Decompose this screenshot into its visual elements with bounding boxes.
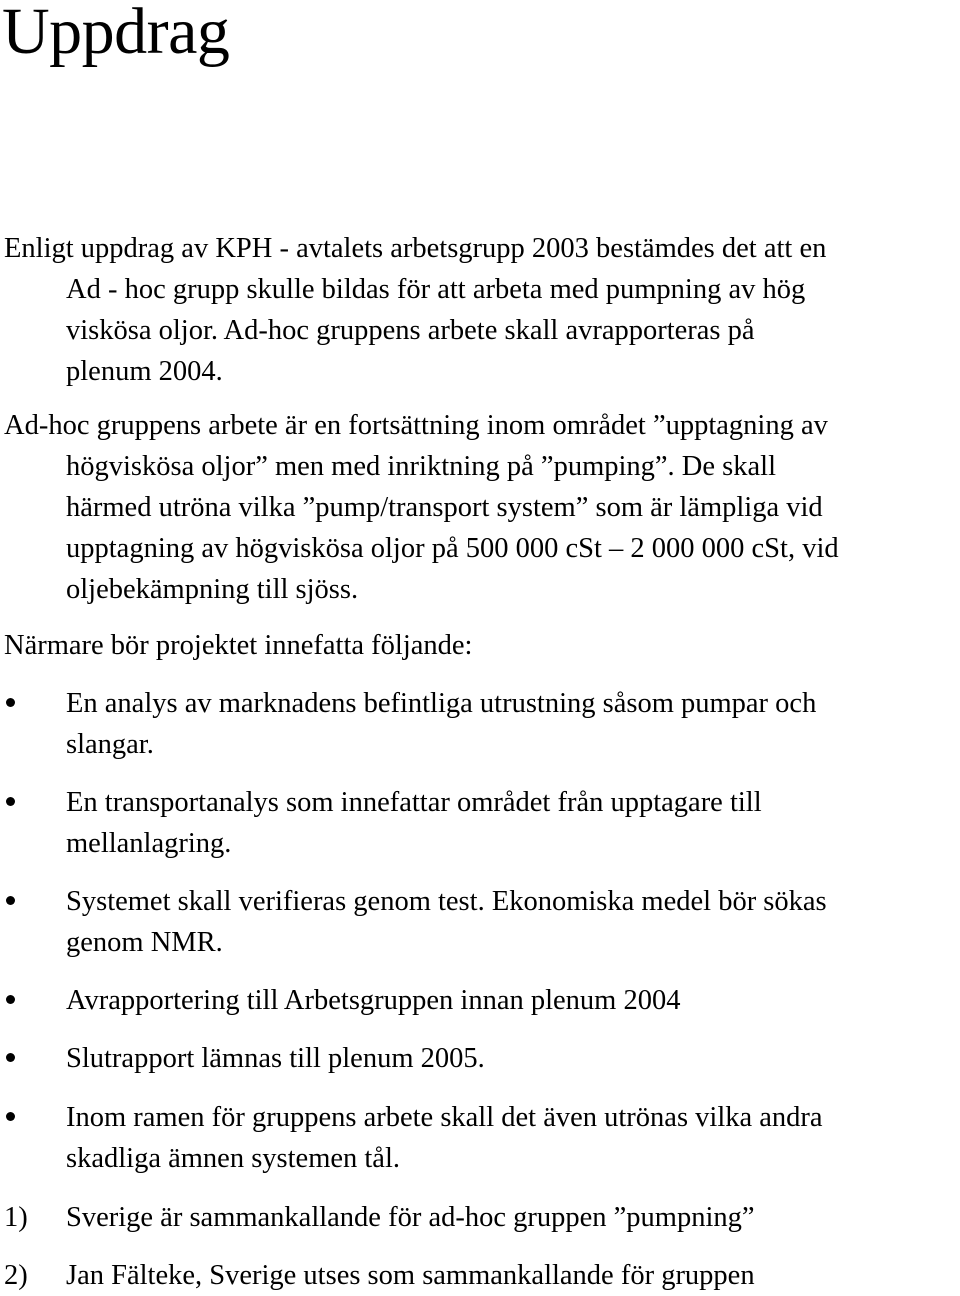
bullet-icon xyxy=(6,995,15,1004)
item-number: 2) xyxy=(4,1260,28,1291)
bullet-icon xyxy=(6,797,15,806)
bullet-item xyxy=(4,683,960,765)
bullet-line: genom NMR. xyxy=(66,927,223,958)
paragraph-line: högviskösa oljor” men med inriktning på ”pumping”. De skall xyxy=(66,451,776,482)
bullet-text xyxy=(4,1097,960,1179)
paragraph-line: Enligt uppdrag av KPH - avtalets arbetsgrupp 2003 bestämdes det att en xyxy=(4,233,827,264)
bullet-item xyxy=(4,881,960,963)
bullet-item xyxy=(4,1038,960,1079)
bullet-line: Slutrapport lämnas till plenum 2005. xyxy=(66,1043,485,1074)
bullet-text xyxy=(4,1038,960,1079)
bullet-line: Systemet skall verifieras genom test. Ekonomiska medel bör sökas xyxy=(66,886,827,917)
bullet-line: En transportanalys som innefattar området från upptagare till xyxy=(66,787,762,818)
bullet-line: Avrapportering till Arbetsgruppen innan plenum 2004 xyxy=(66,985,681,1016)
bullet-text xyxy=(4,980,960,1021)
paragraph-line: Ad-hoc gruppens arbete är en fortsättning inom området ”upptagning av xyxy=(4,410,828,441)
bullet-text xyxy=(4,881,960,963)
numbered-text xyxy=(4,1255,960,1296)
paragraph-line: Ad - hoc grupp skulle bildas för att arbeta med pumpning av hög xyxy=(66,274,806,305)
bullet-line: En analys av marknadens befintliga utrustning såsom pumpar och xyxy=(66,688,817,719)
bullet-icon xyxy=(6,698,15,707)
scope-paragraph xyxy=(4,405,960,610)
paragraph-line: upptagning av högviskösa oljor på 500 000 cSt – 2 000 000 cSt, vid xyxy=(66,533,839,564)
intro-paragraph xyxy=(4,228,960,392)
item-number: 1) xyxy=(4,1202,28,1233)
paragraph-line: plenum 2004. xyxy=(66,356,223,387)
bullet-item xyxy=(4,980,960,1021)
paragraph-line: härmed utröna vilka ”pump/transport system” som är lämpliga vid xyxy=(66,492,823,523)
bullet-icon xyxy=(6,1112,15,1121)
paragraph-line: viskösa oljor. Ad-hoc gruppens arbete skall avrapporteras på xyxy=(66,315,755,346)
page-title: Uppdrag xyxy=(2,0,230,68)
bullet-text xyxy=(4,683,960,765)
lead-in-text xyxy=(4,625,960,666)
paragraph-line: oljebekämpning till sjöss. xyxy=(66,574,359,605)
bullet-item xyxy=(4,782,960,864)
numbered-line: Jan Fälteke, Sverige utses som sammankallande för gruppen xyxy=(66,1260,755,1291)
bullet-line: Inom ramen för gruppens arbete skall det även utrönas vilka andra xyxy=(66,1102,823,1133)
numbered-item xyxy=(4,1255,960,1296)
paragraph-line: Närmare bör projektet innefatta följande: xyxy=(4,630,473,661)
numbered-line: Sverige är sammankallande för ad-hoc gruppen ”pumpning” xyxy=(66,1202,755,1233)
bullet-line: mellanlagring. xyxy=(66,828,232,859)
bullet-icon xyxy=(6,1053,15,1062)
bullet-item xyxy=(4,1097,960,1179)
bullet-text xyxy=(4,782,960,864)
numbered-text xyxy=(4,1197,960,1238)
bullet-icon xyxy=(6,896,15,905)
bullet-line: skadliga ämnen systemen tål. xyxy=(66,1143,400,1174)
bullet-line: slangar. xyxy=(66,729,154,760)
numbered-item xyxy=(4,1197,960,1238)
